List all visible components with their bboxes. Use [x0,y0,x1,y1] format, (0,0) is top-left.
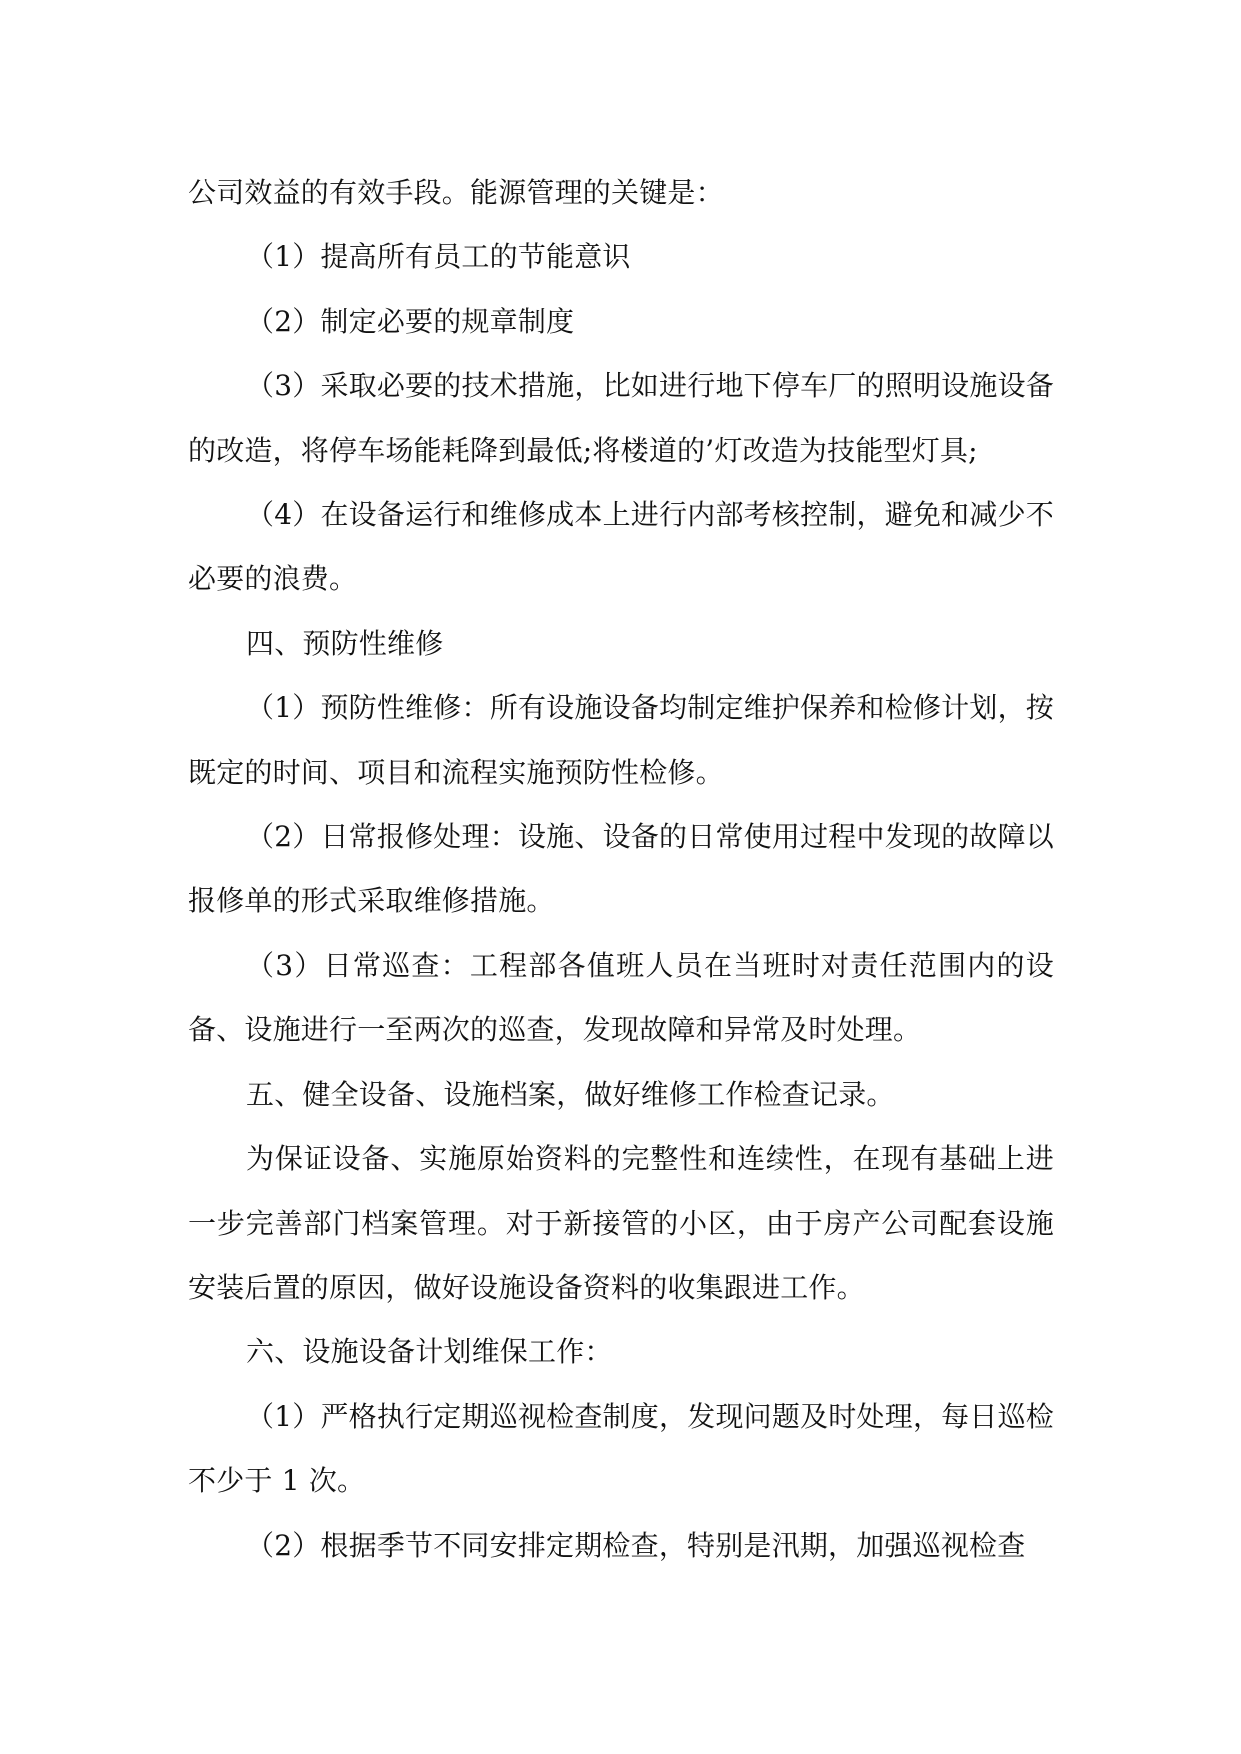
paragraph-daily-repair: （2）日常报修处理：设施、设备的日常使用过程中发现的故障以报修单的形式采取维修措施。 [188,820,1054,918]
section-heading-6: 六、设施设备计划维保工作： [246,1335,613,1369]
section-heading-4: 四、预防性维修 [246,626,444,660]
paragraph-daily-inspection: （3）日常巡查：工程部各值班人员在当班时对责任范围内的设备、设施进行一至两次的巡查，发现故障和异常及时处理。 [188,948,1054,1047]
paragraph-item-4: （4）在设备运行和维修成本上进行内部考核控制，避免和减少不必要的浪费。 [188,498,1054,596]
section-heading-5: 五、健全设备、设施档案，做好维修工作检查记录。 [246,1077,895,1111]
document-body [188,161,1054,1578]
paragraph-seasonal-inspection: （2）根据季节不同安排定期检查，特别是汛期，加强巡视检查 [246,1528,1026,1562]
paragraph-preventive-maintenance: （1）预防性维修：所有设施设备均制定维护保养和检修计划，按既定的时间、项目和流程实施预防性检修。 [188,691,1054,789]
paragraph-patrol-system: （1）严格执行定期巡视检查制度，发现问题及时处理，每日巡检不少于 1 次。 [188,1399,1054,1498]
paragraph-item-3: （3）采取必要的技术措施，比如进行地下停车厂的照明设施设备的改造，将停车场能耗降到最低;将楼道的’灯改造为技能型灯具; [188,369,1054,467]
paragraph-item-1: （1）提高所有员工的节能意识 [246,240,631,274]
paragraph-item-2: （2）制定必要的规章制度 [246,304,575,338]
paragraph-archive-management: 为保证设备、实施原始资料的完整性和连续性，在现有基础上进一步完善部门档案管理。对于新接管的小区，由于房产公司配套设施安装后置的原因，做好设施设备资料的收集跟进工作。 [188,1142,1054,1304]
paragraph-continuation: 公司效益的有效手段。能源管理的关键是： [188,176,724,209]
